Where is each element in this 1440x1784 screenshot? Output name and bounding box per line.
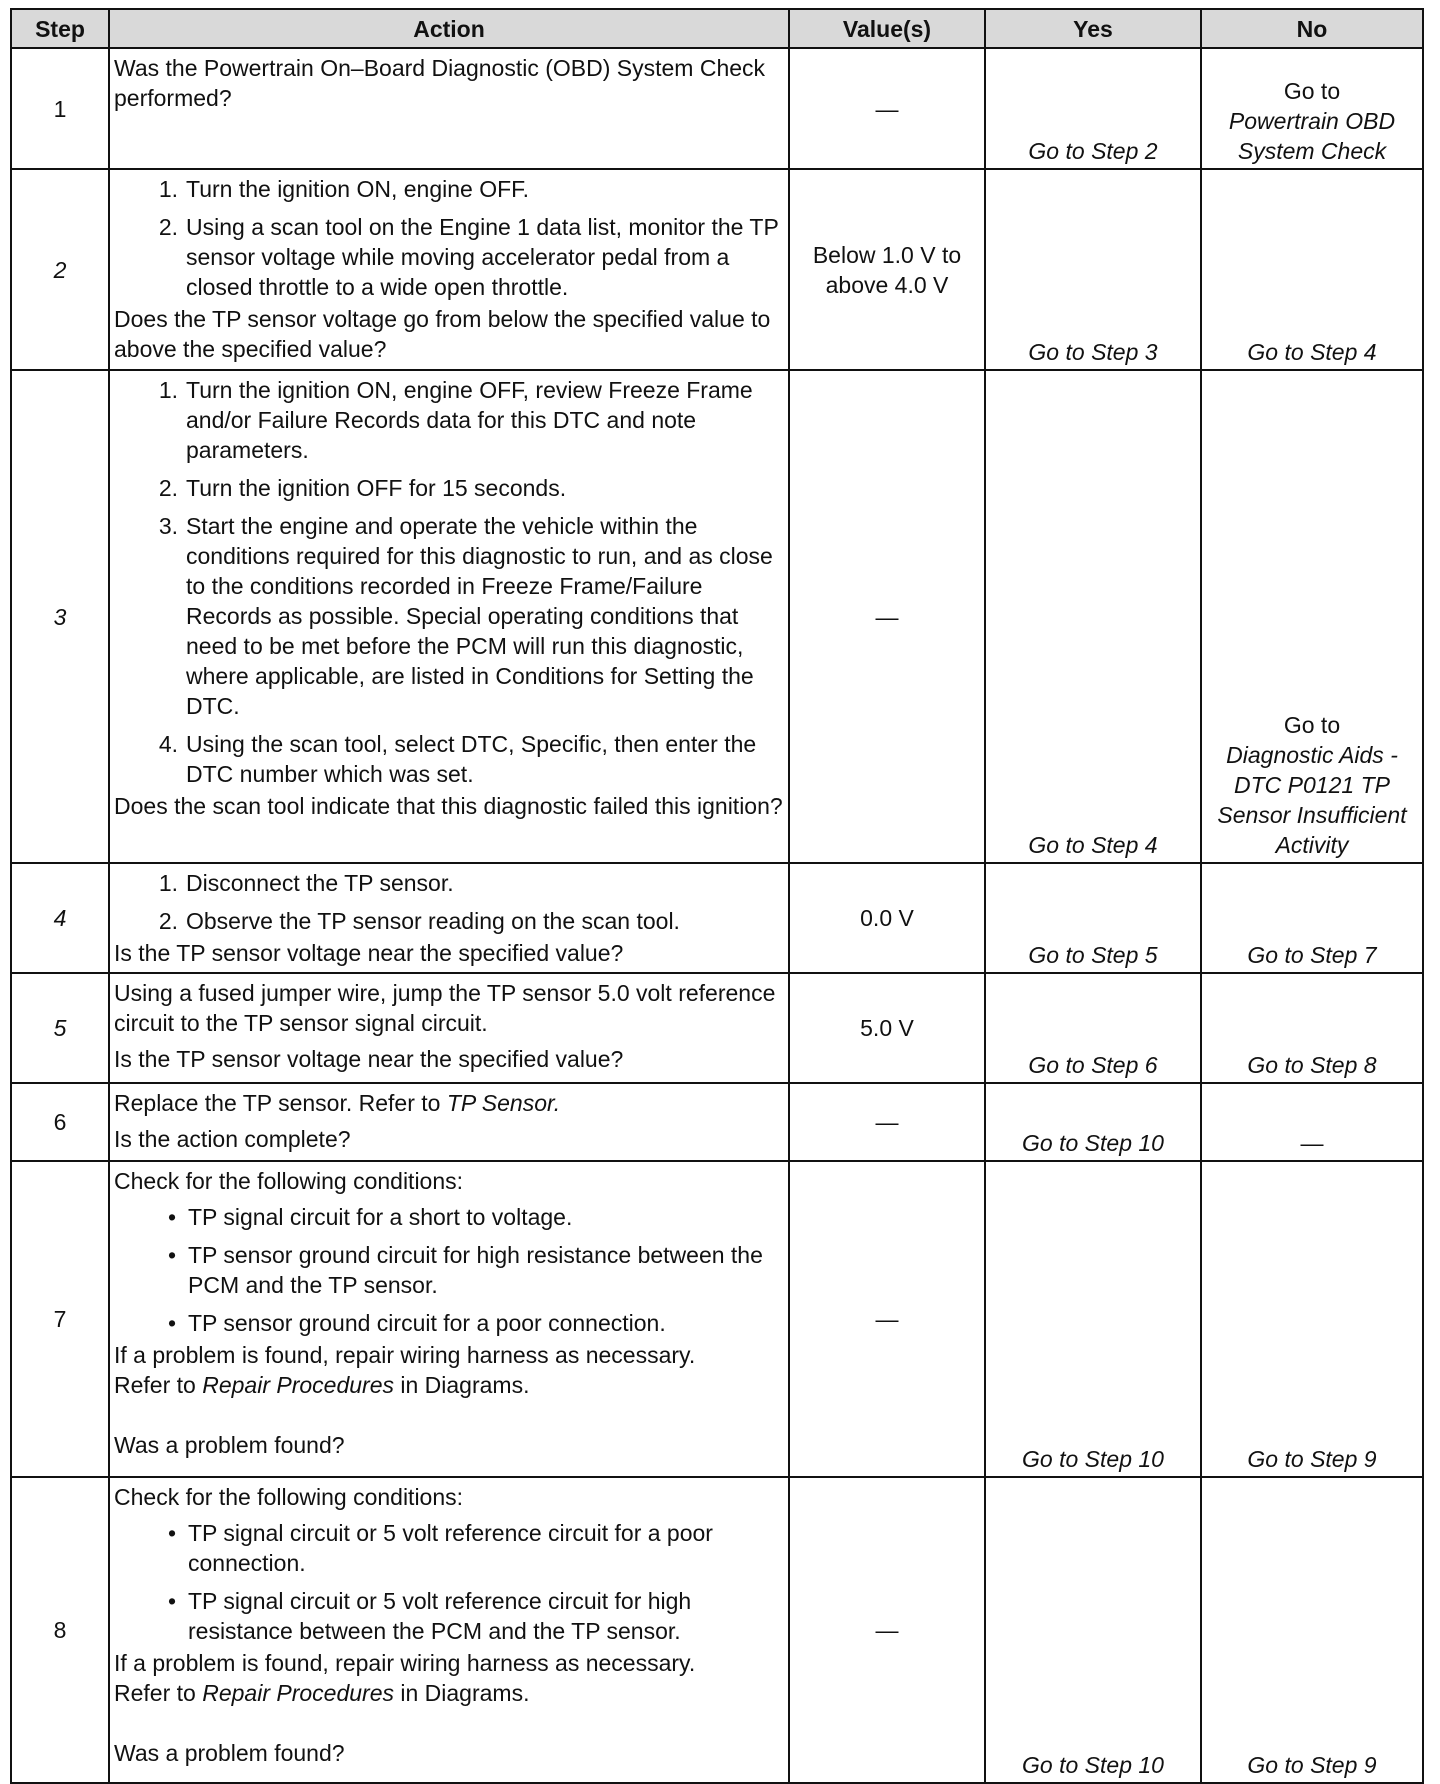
no-cell: Go to Step 8 <box>1201 973 1423 1083</box>
step-number: 5 <box>11 973 109 1083</box>
action-question: Was a problem found? <box>114 1740 345 1766</box>
diagnostic-table <box>10 8 1424 1784</box>
no-goto-label: Go to <box>1283 78 1341 104</box>
action-cell <box>109 1083 789 1161</box>
no-reference-link[interactable]: Diagnostic Aids - DTC P0121 TP Sensor Insufficient Activity <box>1217 742 1407 858</box>
yes-cell: Go to Step 10 <box>985 1477 1201 1783</box>
action-text: Was the Powertrain On–Board Diagnostic (OBD) System Check performed? <box>114 55 766 111</box>
list-item: • TP signal circuit for a short to voltage. <box>167 1204 573 1230</box>
action-question: Does the TP sensor voltage go from below the specified value to above the specified value? <box>114 306 771 362</box>
step-number: 2 <box>11 169 109 370</box>
value-cell: — <box>789 1477 985 1783</box>
no-cell: — <box>1201 1083 1423 1161</box>
value-cell: — <box>789 1083 985 1161</box>
header-yes: Yes <box>985 9 1201 48</box>
no-goto-label: Go to <box>1283 712 1341 738</box>
conditions-intro: Check for the following conditions: <box>114 1484 464 1510</box>
action-question: Is the action complete? <box>114 1126 351 1152</box>
no-cell: Go to Step 9 <box>1201 1477 1423 1783</box>
action-steps-list <box>114 174 784 302</box>
action-text: Replace the TP sensor. Refer to TP Sensor. <box>114 1090 561 1116</box>
value-cell: 0.0 V <box>789 863 985 973</box>
table-row <box>11 1083 1423 1161</box>
conditions-list <box>114 1518 784 1646</box>
list-item: 2. Using a scan tool on the Engine 1 data list, monitor the TP sensor voltage while moving accelerator pedal from a closed throttle to a wide open throttle. <box>158 214 779 300</box>
table-header-row <box>11 9 1423 48</box>
action-cell <box>109 863 789 973</box>
action-steps-list <box>114 868 784 936</box>
yes-cell: Go to Step 6 <box>985 973 1201 1083</box>
header-no: No <box>1201 9 1423 48</box>
list-item: • TP sensor ground circuit for high resistance between the PCM and the TP sensor. <box>167 1242 763 1298</box>
list-item: 4. Using the scan tool, select DTC, Specific, then enter the DTC number which was set. <box>158 731 757 787</box>
action-cell <box>109 169 789 370</box>
list-item: 1. Disconnect the TP sensor. <box>158 870 454 896</box>
action-steps-list <box>114 375 784 789</box>
no-reference-link[interactable]: Powertrain OBD System Check <box>1228 108 1396 164</box>
step-number: 6 <box>11 1083 109 1161</box>
action-question: Was a problem found? <box>114 1432 345 1458</box>
repair-procedures-link[interactable]: Repair Procedures <box>202 1680 394 1706</box>
value-cell: 5.0 V <box>789 973 985 1083</box>
yes-cell: Go to Step 2 <box>985 48 1201 169</box>
header-action: Action <box>109 9 789 48</box>
list-item: 2. Turn the ignition OFF for 15 seconds. <box>158 475 567 501</box>
header-step: Step <box>11 9 109 48</box>
no-cell <box>1201 48 1423 169</box>
table-row <box>11 1477 1423 1783</box>
refer-instruction: Refer to Repair Procedures in Diagrams. <box>114 1680 530 1706</box>
list-item: 1. Turn the ignition ON, engine OFF, review Freeze Frame and/or Failure Records data for this DTC and note parameters. <box>158 377 753 463</box>
step-number: 4 <box>11 863 109 973</box>
value-cell: — <box>789 48 985 169</box>
tp-sensor-reference-link[interactable]: TP Sensor. <box>446 1090 561 1116</box>
action-cell <box>109 370 789 863</box>
table-row <box>11 370 1423 863</box>
list-item: • TP signal circuit or 5 volt reference circuit for a poor connection. <box>167 1520 713 1576</box>
refer-instruction: Refer to Repair Procedures in Diagrams. <box>114 1372 530 1398</box>
yes-cell: Go to Step 10 <box>985 1161 1201 1477</box>
step-number: 1 <box>11 48 109 169</box>
value-cell: — <box>789 370 985 863</box>
action-question: Does the scan tool indicate that this diagnostic failed this ignition? <box>114 793 783 819</box>
repair-instruction: If a problem is found, repair wiring harness as necessary. <box>114 1650 696 1676</box>
repair-instruction: If a problem is found, repair wiring harness as necessary. <box>114 1342 696 1368</box>
action-cell <box>109 1161 789 1477</box>
action-cell <box>109 973 789 1083</box>
list-item: • TP signal circuit or 5 volt reference circuit for high resistance between the PCM and the TP sensor. <box>167 1588 692 1644</box>
header-values: Value(s) <box>789 9 985 48</box>
table-row <box>11 48 1423 169</box>
diagnostic-table-page <box>10 8 1422 1784</box>
yes-cell: Go to Step 5 <box>985 863 1201 973</box>
value-cell: — <box>789 1161 985 1477</box>
action-question: Is the TP sensor voltage near the specified value? <box>114 940 624 966</box>
action-cell <box>109 1477 789 1783</box>
table-row <box>11 973 1423 1083</box>
action-text: Using a fused jumper wire, jump the TP sensor 5.0 volt reference circuit to the TP sensor signal circuit. <box>114 980 776 1036</box>
table-row <box>11 169 1423 370</box>
yes-cell: Go to Step 3 <box>985 169 1201 370</box>
list-item: 3. Start the engine and operate the vehicle within the conditions required for this diagnostic to run, and as close to the conditions recorded in Freeze Frame/Failure Records as possible. Special operating conditions that need to be met before the PCM will run this diagnostic, where applicable, are listed in Conditions for Setting the DTC. <box>158 513 773 719</box>
step-number: 3 <box>11 370 109 863</box>
action-cell <box>109 48 789 169</box>
action-question: Is the TP sensor voltage near the specified value? <box>114 1046 624 1072</box>
no-cell <box>1201 370 1423 863</box>
table-row <box>11 863 1423 973</box>
yes-cell: Go to Step 10 <box>985 1083 1201 1161</box>
yes-cell: Go to Step 4 <box>985 370 1201 863</box>
table-row <box>11 1161 1423 1477</box>
list-item: • TP sensor ground circuit for a poor connection. <box>167 1310 666 1336</box>
step-number: 8 <box>11 1477 109 1783</box>
conditions-intro: Check for the following conditions: <box>114 1168 464 1194</box>
no-cell: Go to Step 4 <box>1201 169 1423 370</box>
step-number: 7 <box>11 1161 109 1477</box>
no-cell: Go to Step 9 <box>1201 1161 1423 1477</box>
conditions-list <box>114 1202 784 1338</box>
repair-procedures-link[interactable]: Repair Procedures <box>202 1372 394 1398</box>
list-item: 1. Turn the ignition ON, engine OFF. <box>158 176 530 202</box>
no-cell: Go to Step 7 <box>1201 863 1423 973</box>
value-cell: Below 1.0 V to above 4.0 V <box>789 169 985 370</box>
list-item: 2. Observe the TP sensor reading on the scan tool. <box>158 908 680 934</box>
